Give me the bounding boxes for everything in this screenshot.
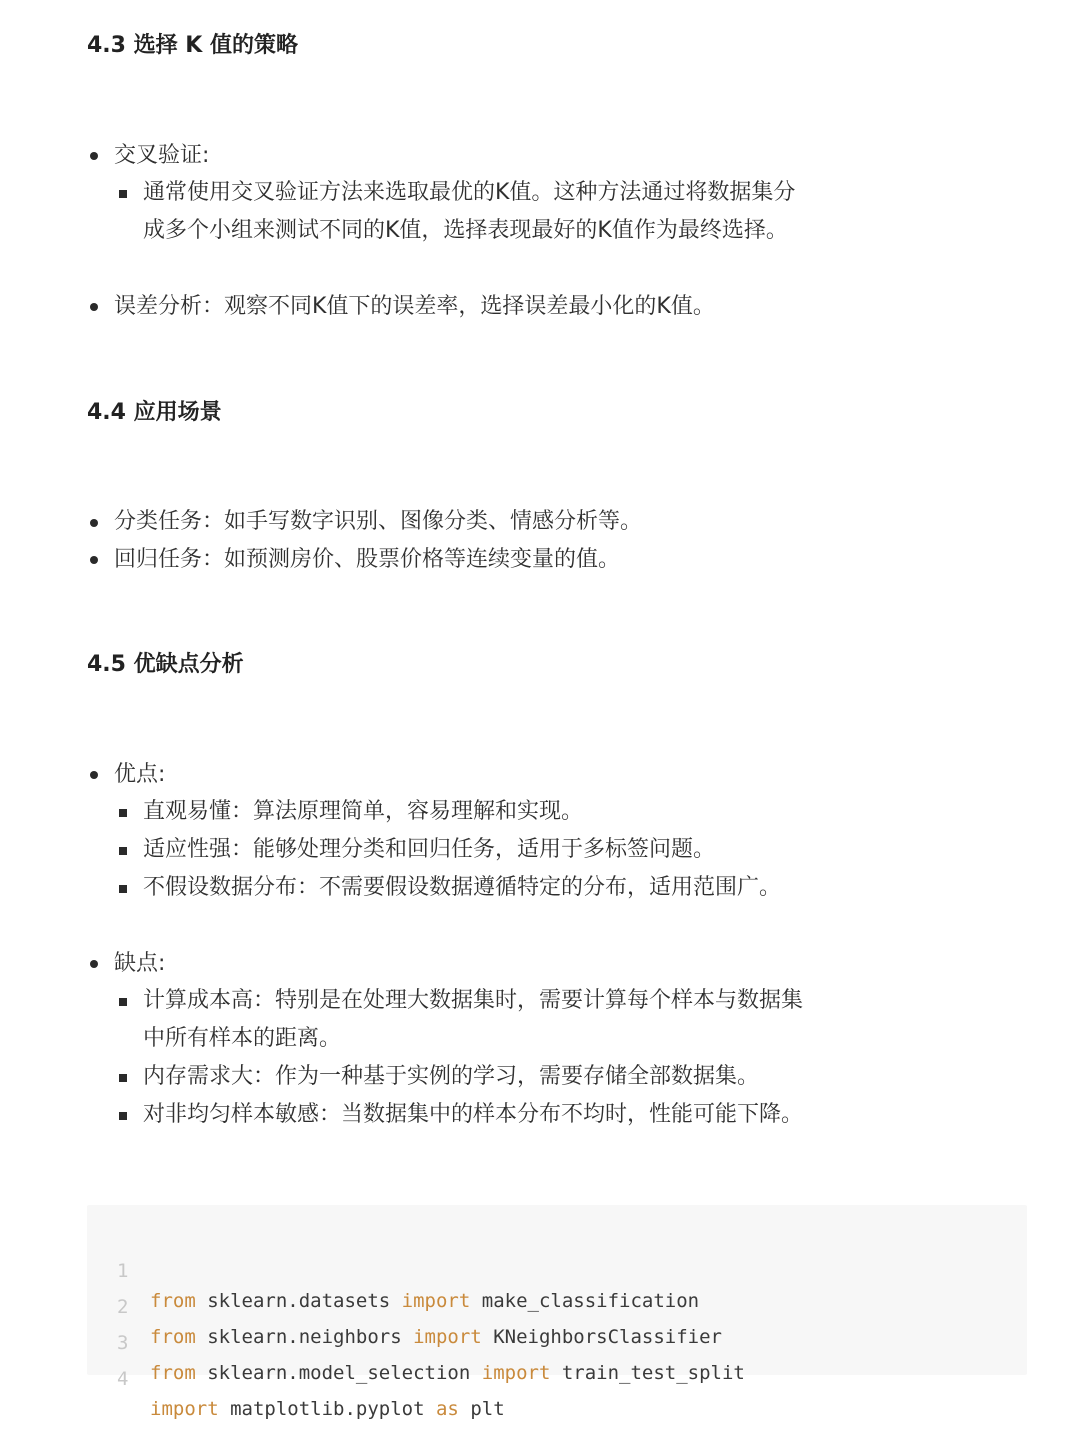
list-item: 误差分析：观察不同K值下的误差率，选择误差最小化的K值。 (114, 294, 715, 319)
list-item: 内存需求大：作为一种基于实例的学习，需要存储全部数据集。 (143, 1064, 760, 1089)
bullet-dot (90, 303, 98, 311)
bullet-square (119, 1112, 127, 1120)
code-text (150, 1394, 505, 1424)
bullet-dot (90, 519, 98, 527)
keyword: from (150, 1362, 196, 1384)
code-block (87, 1205, 1027, 1420)
line-number: 3 (117, 1332, 129, 1354)
list-item: 分类任务：如手写数字识别、图像分类、情感分析等。 (114, 509, 643, 534)
keyword: import (401, 1290, 471, 1312)
heading-4-3: 4.3 选择 K 值的策略 (87, 33, 298, 58)
list-item: 通常使用交叉验证方法来选取最优的K值。这种方法通过将数据集分 (143, 180, 796, 205)
list-item: 回归任务：如预测房价、股票价格等连续变量的值。 (114, 547, 621, 572)
import-name: make_classification (470, 1290, 700, 1312)
bullet-dot (90, 960, 98, 968)
keyword: import (150, 1398, 219, 1420)
line-number: 1 (117, 1260, 129, 1282)
list-item: 优点: (114, 762, 166, 787)
module-name: matplotlib.pyplot (218, 1398, 436, 1420)
bullet-square (119, 809, 127, 817)
list-item: 直观易懂：算法原理简单，容易理解和实现。 (143, 799, 584, 824)
list-item: 缺点: (114, 951, 166, 976)
code-text (150, 1286, 699, 1316)
heading-4-5: 4.5 优缺点分析 (87, 652, 244, 677)
keyword: from (150, 1326, 196, 1348)
keyword: import (413, 1326, 482, 1348)
code-line (87, 1226, 700, 1312)
list-item: 交叉验证: (114, 143, 210, 168)
bullet-dot (90, 556, 98, 564)
list-item: 适应性强：能够处理分类和回归任务，适用于多标签问题。 (143, 837, 716, 862)
module-name: sklearn.datasets (195, 1290, 402, 1312)
line-number: 2 (117, 1296, 129, 1318)
list-item: 对非均匀样本敏感：当数据集中的样本分布不均时，性能可能下降。 (143, 1102, 804, 1127)
module-name: sklearn.model_selection (195, 1362, 482, 1384)
bullet-square (119, 847, 127, 855)
bullet-square (119, 885, 127, 893)
bullet-square (119, 1074, 127, 1082)
line-number: 4 (117, 1368, 129, 1390)
bullet-dot (90, 152, 98, 160)
import-name: plt (458, 1398, 505, 1420)
bullet-dot (90, 771, 98, 779)
bullet-square (119, 190, 127, 198)
keyword: import (481, 1362, 551, 1384)
import-name: train_test_split (550, 1362, 745, 1384)
code-text (150, 1322, 722, 1352)
list-item-continuation: 成多个小组来测试不同的K值，选择表现最好的K值作为最终选择。 (143, 218, 788, 243)
bullet-square (119, 998, 127, 1006)
import-name: KNeighborsClassifier (481, 1326, 722, 1348)
list-item: 不假设数据分布：不需要假设数据遵循特定的分布，适用范围广。 (143, 875, 782, 900)
list-item: 计算成本高：特别是在处理大数据集时，需要计算每个样本与数据集 (143, 988, 804, 1013)
heading-4-4: 4.4 应用场景 (87, 400, 222, 425)
keyword: as (435, 1398, 459, 1420)
code-text (150, 1358, 745, 1388)
module-name: sklearn.neighbors (195, 1326, 414, 1348)
keyword: from (150, 1290, 196, 1312)
list-item-continuation: 中所有样本的距离。 (143, 1026, 342, 1051)
